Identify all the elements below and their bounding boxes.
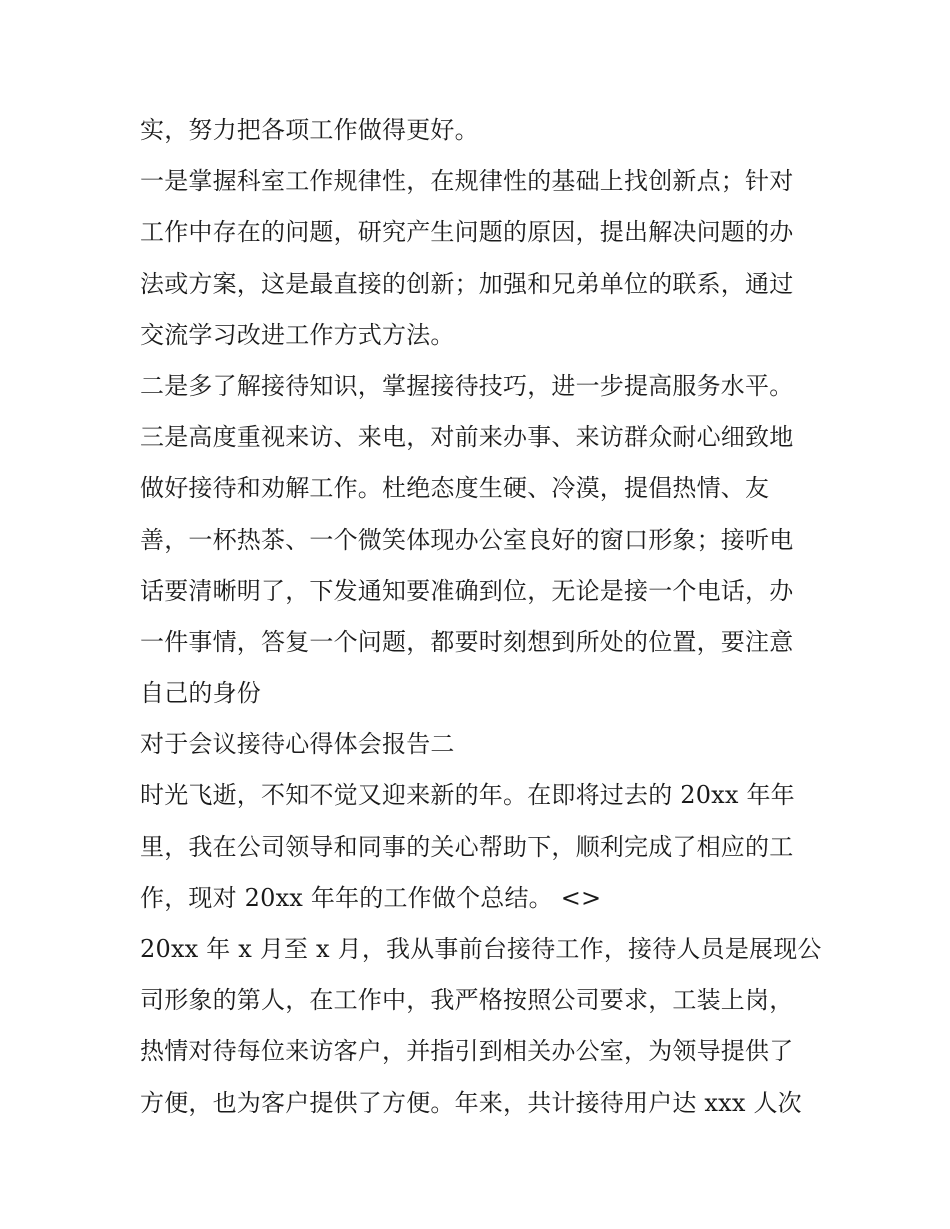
text-line: 一件事情，答复一个问题，都要时刻想到所处的位置，要注意 bbox=[140, 627, 794, 656]
text-line: 话要清晰明了，下发通知要准确到位，无论是接一个电话，办 bbox=[140, 576, 794, 605]
text-line: 时光飞逝，不知不觉又迎来新的年。在即将过去的 20xx 年年 bbox=[140, 781, 795, 810]
text-line: 三是高度重视来访、来电，对前来办事、来访群众耐心细致地 bbox=[140, 423, 794, 452]
text-line: 自己的身份 bbox=[140, 679, 261, 708]
text-line: 交流学习改进工作方式方法。 bbox=[140, 320, 455, 349]
text-line: 做好接待和劝解工作。杜绝态度生硬、冷漠，提倡热情、友 bbox=[140, 474, 770, 503]
text-line: 方便，也为客户提供了方便。年来，共计接待用户达 xxx 人次 bbox=[140, 1088, 802, 1117]
text-line: 工作中存在的问题，研究产生问题的原因，提出解决问题的办 bbox=[140, 218, 794, 247]
text-line: 实，努力把各项工作做得更好。 bbox=[140, 116, 479, 144]
text-line: 作，现对 20xx 年年的工作做个总结。 <> bbox=[140, 883, 602, 912]
text-line: 法或方案，这是最直接的创新；加强和兄弟单位的联系，通过 bbox=[140, 269, 794, 298]
text-line: 二是多了解接待知识，掌握接待技巧，进一步提高服务水平。 bbox=[140, 371, 794, 400]
text-line: 20xx 年 x 月至 x 月，我从事前台接待工作，接待人员是展现公 bbox=[140, 935, 822, 963]
section-heading: 对于会议接待心得体会报告二 bbox=[140, 730, 455, 759]
text-line: 热情对待每位来访客户，并指引到相关办公室，为领导提供了 bbox=[140, 1037, 794, 1066]
document-body bbox=[140, 105, 820, 1129]
text-line: 一是掌握科室工作规律性，在规律性的基础上找创新点；针对 bbox=[140, 167, 794, 196]
text-line: 司形象的第人，在工作中，我严格按照公司要求，工装上岗， bbox=[140, 986, 794, 1015]
text-line: 里，我在公司领导和同事的关心帮助下，顺利完成了相应的工 bbox=[140, 832, 794, 861]
text-line: 善，一杯热茶、一个微笑体现办公室良好的窗口形象；接听电 bbox=[140, 525, 794, 554]
